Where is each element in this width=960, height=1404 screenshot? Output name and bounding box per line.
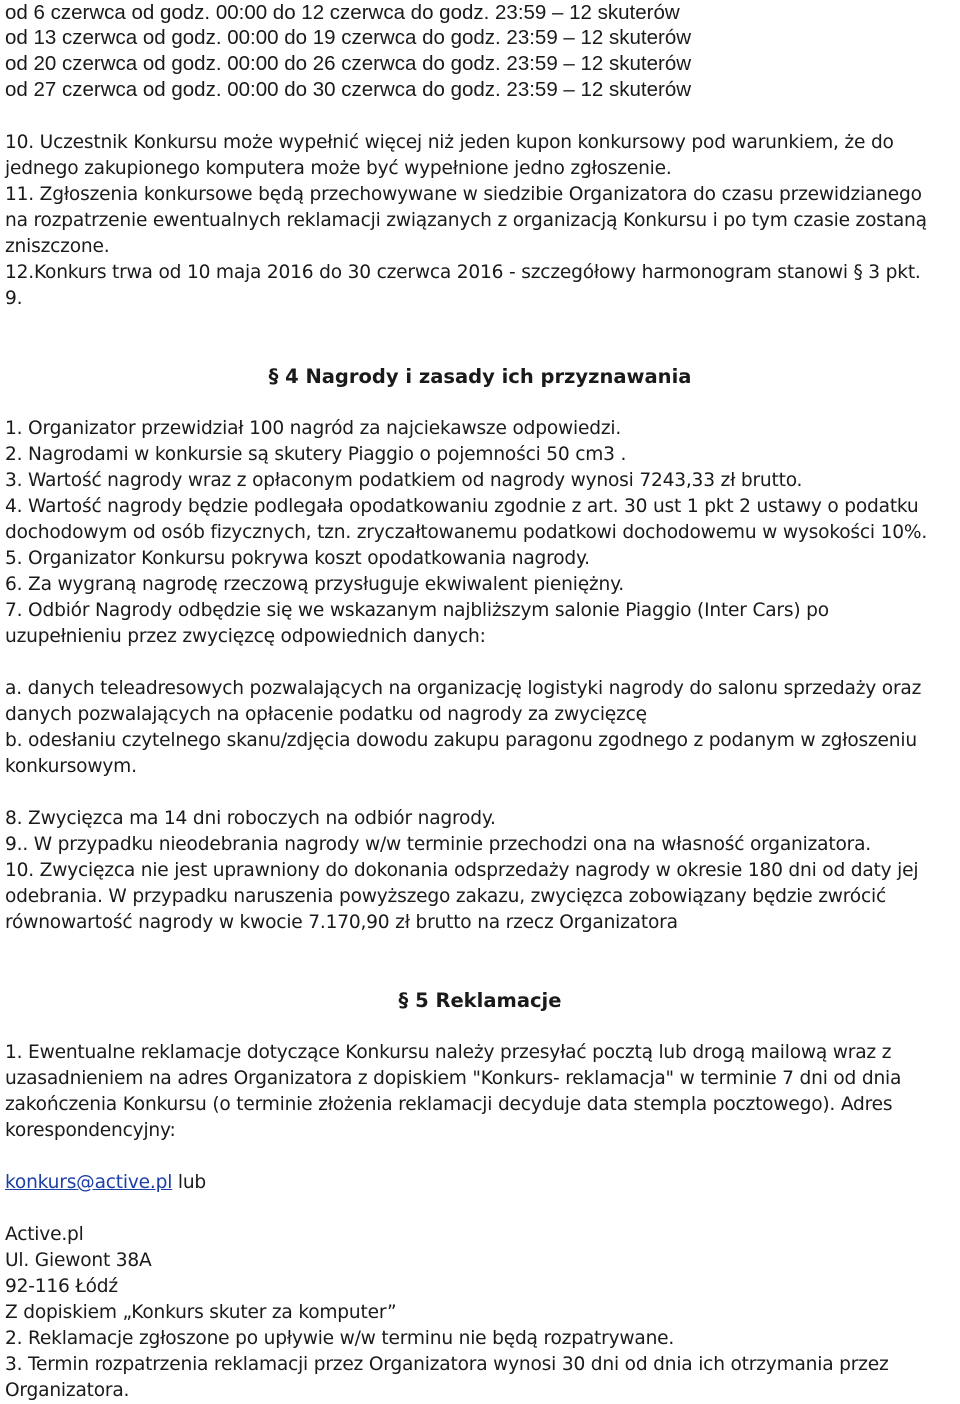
paragraph-line: 9. [5, 288, 23, 309]
list-item: korespondencyjny: [5, 1120, 176, 1141]
list-item: 5. Organizator Konkursu pokrywa koszt opodatkowania nagrody. [5, 548, 590, 569]
list-item: Organizatora. [5, 1380, 130, 1401]
section-heading: § 5 Reklamacje [398, 989, 562, 1012]
list-item: 7. Odbiór Nagrody odbędzie się we wskazanym najbliższym salonie Piaggio (Inter Cars) po [5, 600, 829, 621]
email-suffix: lub [172, 1172, 207, 1193]
schedule-line: od 6 czerwca od godz. 00:00 do 12 czerwca do godz. 23:59 – 12 skuterów [5, 1, 680, 24]
list-item: 3. Termin rozpatrzenia reklamacji przez Organizatora wynosi 30 dni od dnia ich otrzymania przez [5, 1354, 889, 1375]
list-item: uzupełnieniu przez zwycięzcę odpowiednich danych: [5, 626, 486, 647]
list-item: odebrania. W przypadku naruszenia powyższego zakazu, zwycięzca zobowiązany będzie zwrócić [5, 886, 886, 907]
list-item: b. odesłaniu czytelnego skanu/zdjęcia dowodu zakupu paragonu zgodnego z podanym w zgłoszeniu [5, 730, 917, 751]
list-item: 2. Reklamacje zgłoszone po upływie w/w terminu nie będą rozpatrywane. [5, 1328, 675, 1349]
list-item: 4. Wartość nagrody będzie podlegała opodatkowaniu zgodnie z art. 30 ust 1 pkt 2 ustawy o podatku [5, 496, 919, 517]
list-item: uzasadnieniem na adres Organizatora z dopiskiem "Konkurs- reklamacja" w terminie 7 dni od dnia [5, 1068, 902, 1089]
list-item: 9.. W przypadku nieodebrania nagrody w/w terminie przechodzi ona na własność organizatora. [5, 834, 871, 855]
list-item: dochodowym od osób fizycznych, tzn. zryczałtowanemu podatkowi dochodowemu w wysokości 10%. [5, 522, 928, 543]
list-item: zakończenia Konkursu (o terminie złożenia reklamacji decyduje data stempla pocztowego). Adres [5, 1094, 893, 1115]
section-heading: § 4 Nagrody i zasady ich przyznawania [268, 365, 692, 388]
paragraph-line: na rozpatrzenie ewentualnych reklamacji związanych z organizacją Konkursu i po tym czasie zostaną [5, 210, 927, 231]
address-line: 92-116 Łódź [5, 1276, 118, 1297]
paragraph-line: 12.Konkurs trwa od 10 maja 2016 do 30 czerwca 2016 - szczegółowy harmonogram stanowi § 3 pkt. [5, 262, 921, 283]
list-item: 1. Ewentualne reklamacje dotyczące Konkursu należy przesyłać pocztą lub drogą mailową wraz z [5, 1042, 892, 1063]
list-item: 8. Zwycięzca ma 14 dni roboczych na odbiór nagrody. [5, 808, 496, 829]
email-line [5, 1170, 206, 1196]
paragraph-line: 10. Uczestnik Konkursu może wypełnić więcej niż jeden kupon konkursowy pod warunkiem, że do [5, 132, 894, 153]
list-item: równowartość nagrody w kwocie 7.170,90 zł brutto na rzecz Organizatora [5, 912, 678, 933]
list-item: 1. Organizator przewidział 100 nagród za najciekawsze odpowiedzi. [5, 418, 622, 439]
list-item: danych pozwalających na opłacenie podatku od nagrody za zwycięzcę [5, 704, 647, 725]
address-line: Active.pl [5, 1224, 84, 1245]
list-item: 10. Zwycięzca nie jest uprawniony do dokonania odsprzedaży nagrody w okresie 180 dni od daty jej [5, 860, 919, 881]
list-item: 3. Wartość nagrody wraz z opłaconym podatkiem od nagrody wynosi 7243,33 zł brutto. [5, 470, 803, 491]
list-item: konkursowym. [5, 756, 137, 777]
email-link[interactable]: konkurs@active.pl [5, 1172, 173, 1193]
list-item: 2. Nagrodami w konkursie są skutery Piaggio o pojemności 50 cm3 . [5, 444, 627, 465]
paragraph-line: jednego zakupionego komputera może być wypełnione jedno zgłoszenie. [5, 158, 672, 179]
list-item: a. danych teleadresowych pozwalających na organizację logistyki nagrody do salonu sprzedaży oraz [5, 678, 922, 699]
address-line: Z dopiskiem „Konkurs skuter za komputer” [5, 1302, 397, 1323]
list-item: 6. Za wygraną nagrodę rzeczową przysługuje ekwiwalent pieniężny. [5, 574, 624, 595]
schedule-line: od 27 czerwca od godz. 00:00 do 30 czerwca do godz. 23:59 – 12 skuterów [5, 78, 692, 101]
schedule-line: od 20 czerwca od godz. 00:00 do 26 czerwca do godz. 23:59 – 12 skuterów [5, 52, 692, 75]
paragraph-line: 11. Zgłoszenia konkursowe będą przechowywane w siedzibie Organizatora do czasu przewidzianego [5, 184, 922, 205]
paragraph-line: zniszczone. [5, 236, 110, 257]
address-line: Ul. Giewont 38A [5, 1250, 152, 1271]
schedule-line: od 13 czerwca od godz. 00:00 do 19 czerwca do godz. 23:59 – 12 skuterów [5, 26, 692, 49]
